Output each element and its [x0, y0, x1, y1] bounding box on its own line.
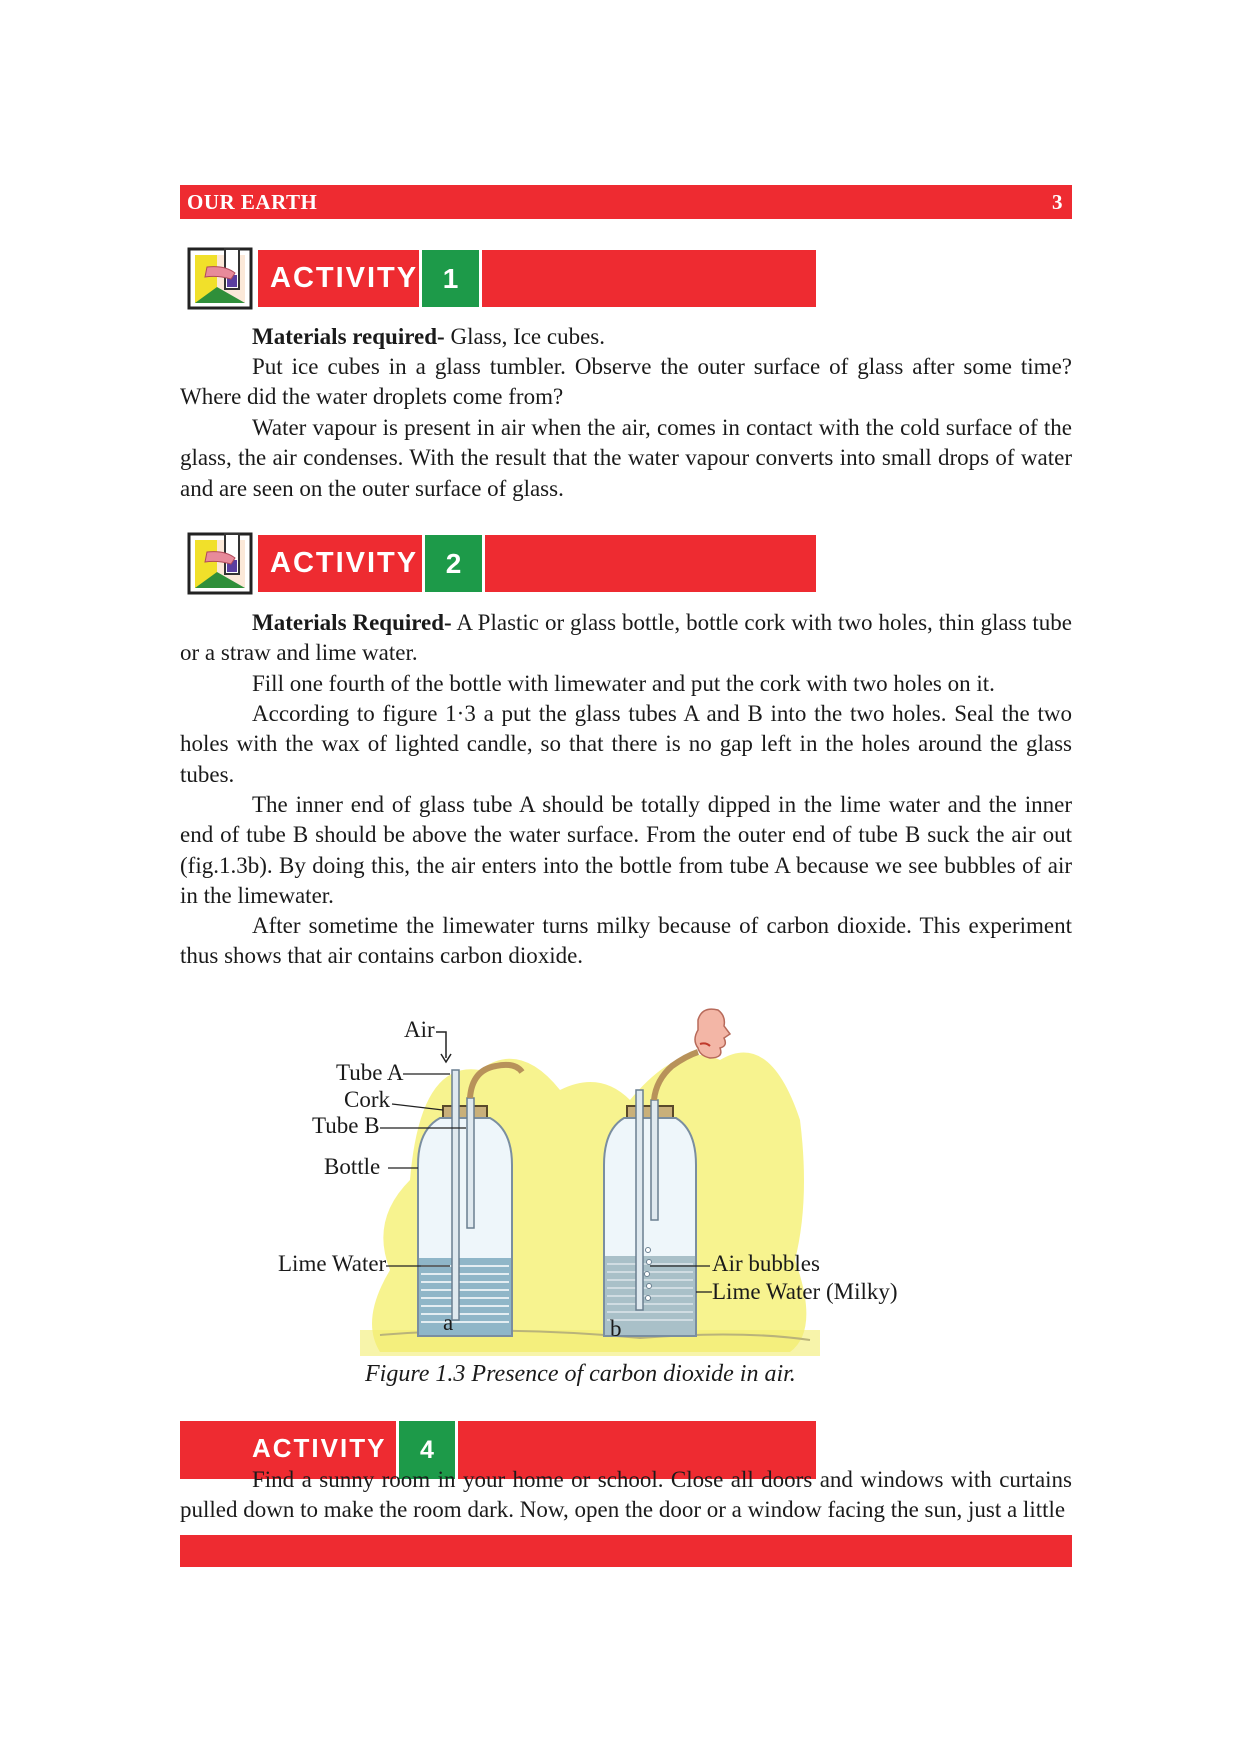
figure-caption: Figure 1.3 Presence of carbon dioxide in air. [365, 1361, 796, 1387]
label-air: Air [404, 1017, 435, 1042]
paragraph-text: Fill one fourth of the bottle with limewater and put the cork with two holes on it. [252, 671, 995, 696]
paragraph-text: After sometime the limewater turns milky because of carbon dioxide. This experiment thus shows that air contains carbon dioxide. [180, 913, 1072, 969]
activity-label: ACTIVITY [270, 547, 419, 579]
materials-label: Materials Required- [252, 610, 452, 635]
activity-2-heading [180, 532, 816, 595]
activity-number: 4 [396, 1421, 458, 1479]
label-b: b [610, 1316, 622, 1341]
activity-label: ACTIVITY [270, 262, 419, 294]
activity-2-materials [180, 608, 1072, 669]
activity-4-para-1 [180, 1465, 1072, 1526]
activity-number: 2 [422, 535, 485, 592]
label-tube-a: Tube A [336, 1060, 404, 1085]
activity-2-para-4 [180, 911, 1072, 972]
figure-1-3-illustration [278, 1000, 940, 1360]
activity-1-heading [180, 247, 816, 310]
paragraph-text: Find a sunny room in your home or school. Close all doors and windows with curtains pulled down to make the room dark. Now, open the door or a window facing the sun, just a little [180, 1467, 1072, 1523]
materials-text: A Plastic or glass bottle, bottle cork with two holes, thin glass tube or a straw and lime water. [180, 610, 1072, 666]
tube-b [467, 1098, 474, 1228]
paragraph-text: The inner end of glass tube A should be totally dipped in the lime water and the inner end of tube B should be above the water surface. From the outer end of tube B suck the air out (fig.1.3b). By doing this, the air enters into the bottle from tube A because we see bubbles of air in the limewater. [180, 792, 1072, 908]
cork-b [627, 1106, 673, 1118]
running-header [180, 185, 1072, 219]
paragraph-text: Put ice cubes in a glass tumbler. Observe the outer surface of glass after some time? Where did the water droplets come from? [180, 354, 1072, 410]
cork-a [443, 1106, 487, 1118]
activity-number: 1 [419, 250, 482, 307]
experiment-icon [187, 247, 253, 310]
experiment-icon [187, 532, 253, 595]
label-lime-water-milky: Lime Water (Milky) [712, 1279, 898, 1304]
activity-label: ACTIVITY [252, 1433, 387, 1463]
activity-2-para-2 [180, 699, 1072, 790]
activity-1-para-1 [180, 352, 1072, 413]
paragraph-text: Water vapour is present in air when the air, comes in contact with the cold surface of the glass, the air condenses. With the result that the water vapour converts into small drops of water and are seen on the outer surface of glass. [180, 415, 1072, 501]
chapter-title: OUR EARTH [187, 190, 318, 214]
activity-1-para-2 [180, 413, 1072, 504]
activity-2-para-3 [180, 790, 1072, 911]
tube-a [452, 1070, 459, 1320]
materials-label: Materials required- [252, 324, 445, 349]
page-number: 3 [1052, 190, 1063, 214]
activity-2-para-1 [180, 669, 1072, 699]
face-icon [695, 1009, 730, 1058]
label-tube-b: Tube B [312, 1113, 380, 1138]
paragraph-text: According to figure 1·3 a put the glass tubes A and B into the two holes. Seal the two holes with the wax of lighted candle, so that there is no gap left in the holes around the glass tubes. [180, 701, 1072, 787]
label-lime-water: Lime Water [278, 1251, 387, 1276]
label-cork: Cork [344, 1087, 390, 1112]
activity-1-materials [180, 322, 1072, 352]
footer-bar [180, 1535, 1072, 1567]
label-bottle: Bottle [324, 1154, 381, 1179]
label-a: a [443, 1310, 454, 1335]
materials-text: Glass, Ice cubes. [444, 324, 606, 349]
label-air-bubbles: Air bubbles [712, 1251, 820, 1276]
